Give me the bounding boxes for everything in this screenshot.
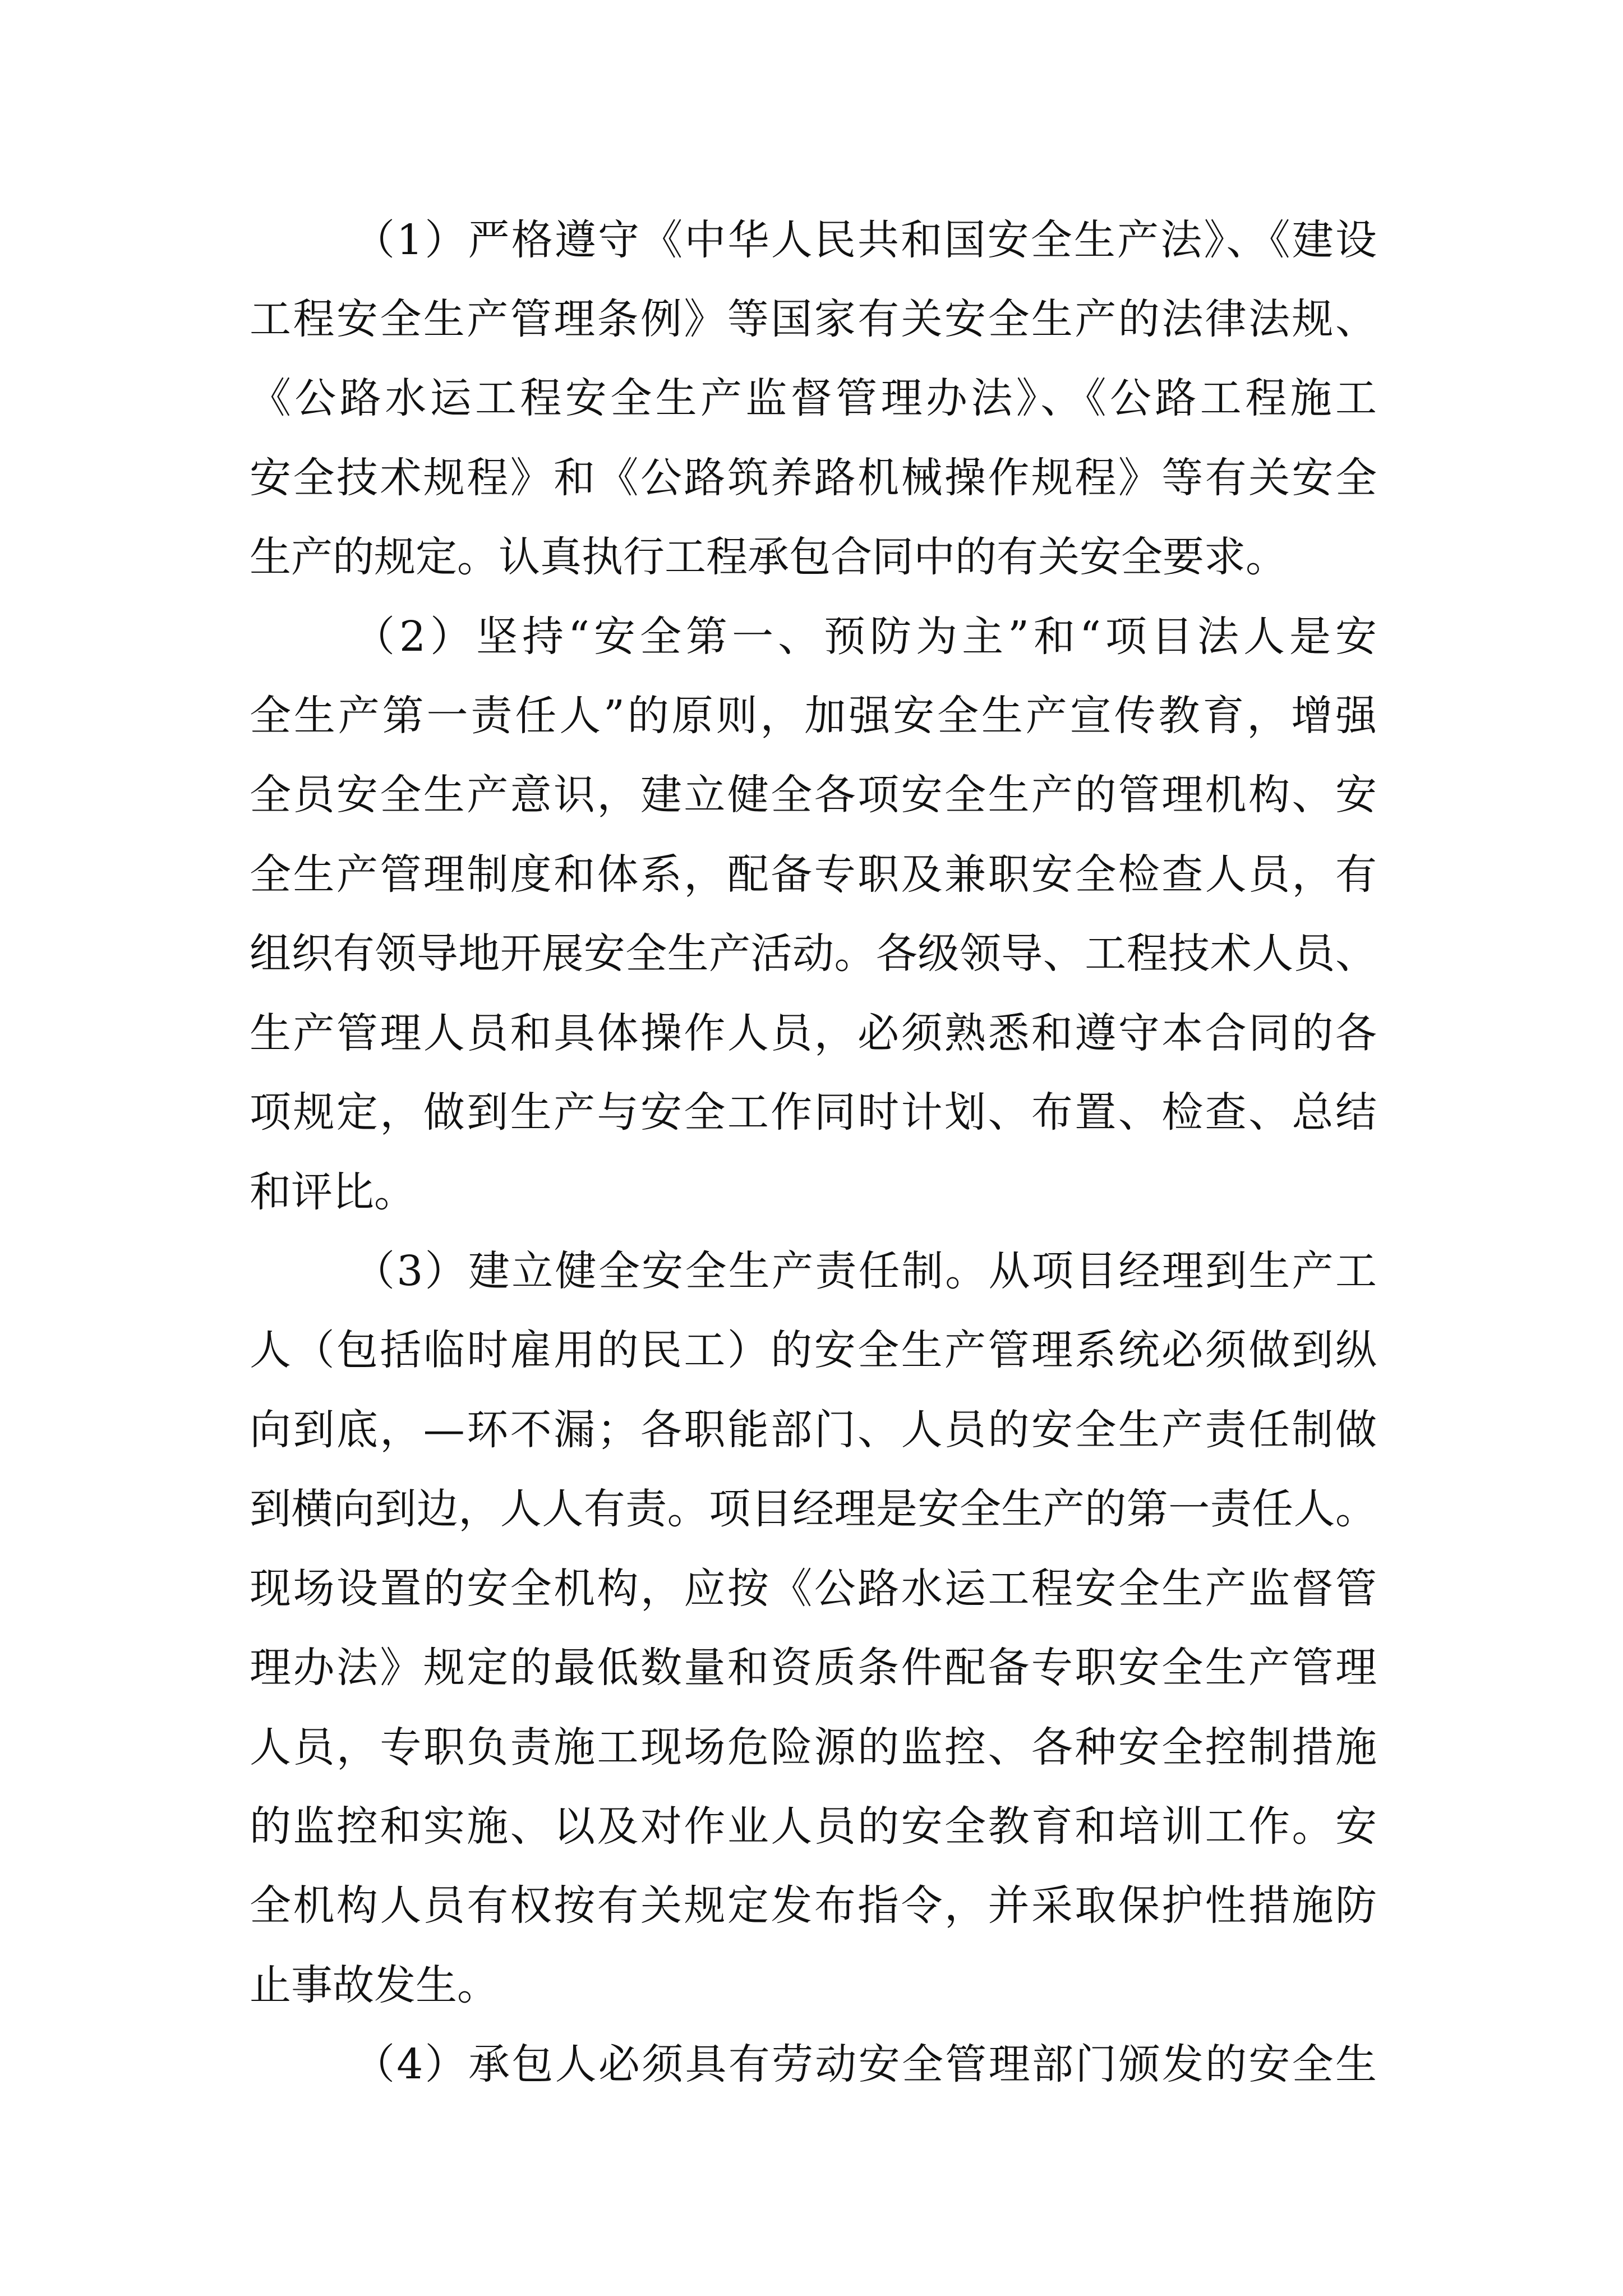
paragraph-3-line-1: （3）建立健全安全生产责任制。从项目经理到生产工	[353, 1247, 1377, 1295]
paragraph-3-line-3: 向到底，—环不漏；各职能部门、人员的安全生产责任制做	[250, 1406, 1377, 1454]
paragraph-2-line-8: 和评比。	[250, 1168, 416, 1216]
paragraph-1-line-4: 安全技术规程》和《公路筑养路机械操作规程》等有关安全	[250, 454, 1377, 502]
paragraph-4-line-1: （4）承包人必须具有劳动安全管理部门颁发的安全生	[353, 2040, 1377, 2088]
paragraph-2-line-2: 全生产第一责任人”的原则，加强安全生产宣传教育，增强	[250, 692, 1377, 740]
paragraph-2-line-7: 项规定，做到生产与安全工作同时计划、布置、检查、总结	[250, 1088, 1377, 1137]
paragraph-3-line-7: 人员，专职负责施工现场危险源的监控、各种安全控制措施	[250, 1723, 1377, 1772]
paragraph-1-line-3: 《公路水运工程安全生产监督管理办法》、《公路工程施工	[250, 374, 1377, 422]
paragraph-3-line-2: 人（包括临时雇用的民工）的安全生产管理系统必须做到纵	[250, 1326, 1377, 1374]
paragraph-3-line-5: 现场设置的安全机构，应按《公路水运工程安全生产监督管	[250, 1565, 1377, 1613]
paragraph-1-line-5: 生产的规定。认真执行工程承包合同中的有关安全要求。	[250, 533, 1287, 581]
paragraph-2-line-3: 全员安全生产意识，建立健全各项安全生产的管理机构、安	[250, 771, 1377, 819]
paragraph-2-line-1: （2）坚持“安全第一、预防为主”和“项目法人是安	[353, 613, 1377, 661]
paragraph-3-line-4: 到横向到边，人人有责。项目经理是安全生产的第一责任人。	[250, 1485, 1377, 1533]
paragraph-2-line-5: 组织有领导地开展安全生产活动。各级领导、工程技术人员、	[250, 930, 1377, 978]
paragraph-3-line-6: 理办法》规定的最低数量和资质条件配备专职安全生产管理	[250, 1644, 1377, 1692]
paragraph-3-line-9: 全机构人员有权按有关规定发布指令，并采取保护性措施防	[250, 1881, 1377, 1930]
paragraph-3-line-10: 止事故发生。	[250, 1961, 499, 2009]
paragraph-1-line-1: （1）严格遵守《中华人民共和国安全生产法》、《建设	[353, 216, 1377, 264]
paragraph-2-line-4: 全生产管理制度和体系，配备专职及兼职安全检查人员，有	[250, 850, 1377, 899]
paragraph-3-line-8: 的监控和实施、以及对作业人员的安全教育和培训工作。安	[250, 1802, 1377, 1851]
paragraph-1-line-2: 工程安全生产管理条例》等国家有关安全生产的法律法规、	[250, 295, 1377, 343]
paragraph-2-line-6: 生产管理人员和具体操作人员，必须熟悉和遵守本合同的各	[250, 1009, 1377, 1057]
